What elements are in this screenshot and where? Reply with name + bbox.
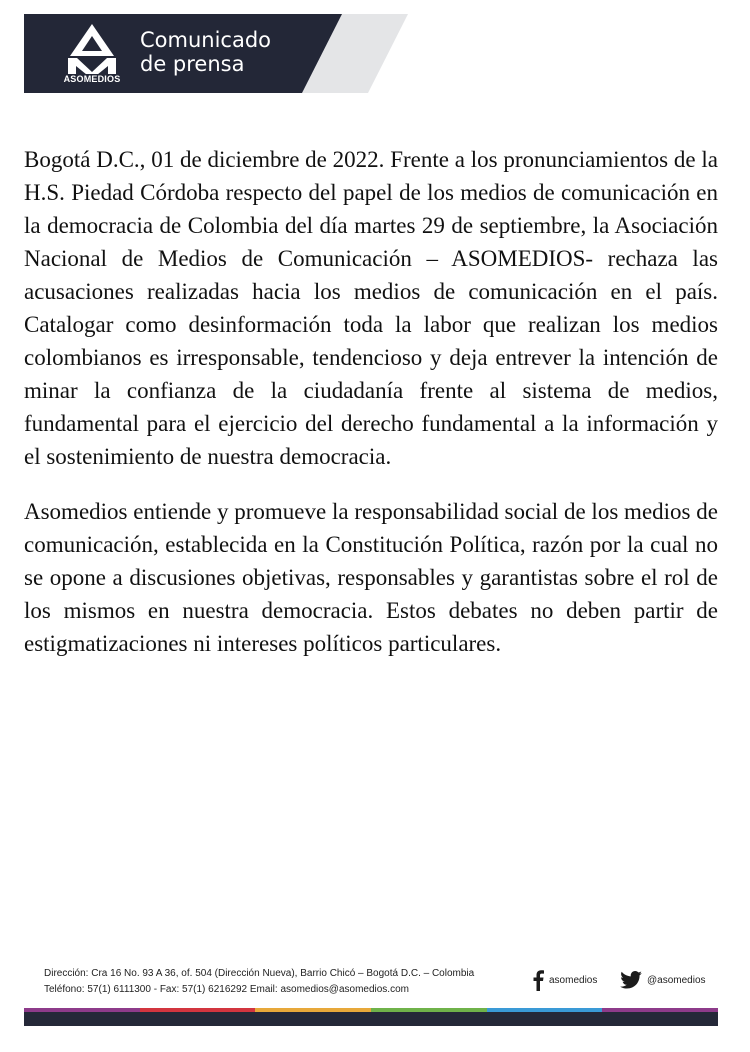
- twitter-icon: [620, 971, 642, 989]
- asomedios-logo-icon: [64, 24, 120, 74]
- footer-dark-band: [24, 1012, 718, 1026]
- body-paragraph-2: Asomedios entiende y promueve la responsabilidad social de los medios de comunicación, establecida en la Constitución Política, razón por la cual no se opone a discusiones objetivas, responsables y garantistas sobre el rol de los mismos en nuestra democracia. Estos debates no deben partir de estigmatizaciones ni intereses políticos particulares.: [24, 499, 718, 656]
- header-title-line2: de prensa: [140, 52, 245, 76]
- facebook-link[interactable]: [532, 968, 597, 992]
- facebook-handle: asomedios: [549, 974, 598, 986]
- footer-address: Dirección: Cra 16 No. 93 A 36, of. 504 (Dirección Nueva), Barrio Chicó – Bogotá D.C. – Colombia: [44, 968, 475, 979]
- press-release-body: [24, 143, 718, 682]
- twitter-link[interactable]: [620, 968, 706, 992]
- body-paragraph-1: Bogotá D.C., 01 de diciembre de 2022. Frente a los pronunciamientos de la H.S. Piedad Córdoba respecto del papel de los medios de comunicación en la democracia de Colombia del día martes 29 de septiembre, la Asociación Nacional de Medios de Comunicación – ASOMEDIOS- rechaza las acusaciones realizadas hacia los medios de comunicación en el país. Catalogar como desinformación toda la labor que realizan los medios colombianos es irresponsable, tendencioso y deja entrever la intención de minar la confianza de la ciudadanía frente al sistema de medios, fundamental para el ejercicio del derecho fundamental a la información y el sostenimiento de nuestra democracia.: [24, 147, 718, 469]
- brand-name: ASOMEDIOS: [63, 74, 121, 84]
- header-title-line1: Comunicado: [140, 28, 272, 52]
- header-title: [140, 28, 271, 76]
- twitter-handle: @asomedios: [647, 974, 706, 986]
- facebook-icon: [532, 969, 544, 991]
- footer-contact-info: [44, 966, 474, 998]
- footer-color-bar: [24, 1008, 718, 1026]
- footer-contact: Teléfono: 57(1) 6111300 - Fax: 57(1) 6216292 Email: asomedios@asomedios.com: [44, 984, 409, 995]
- press-release-footer: [24, 962, 718, 1028]
- press-release-header: [24, 14, 408, 93]
